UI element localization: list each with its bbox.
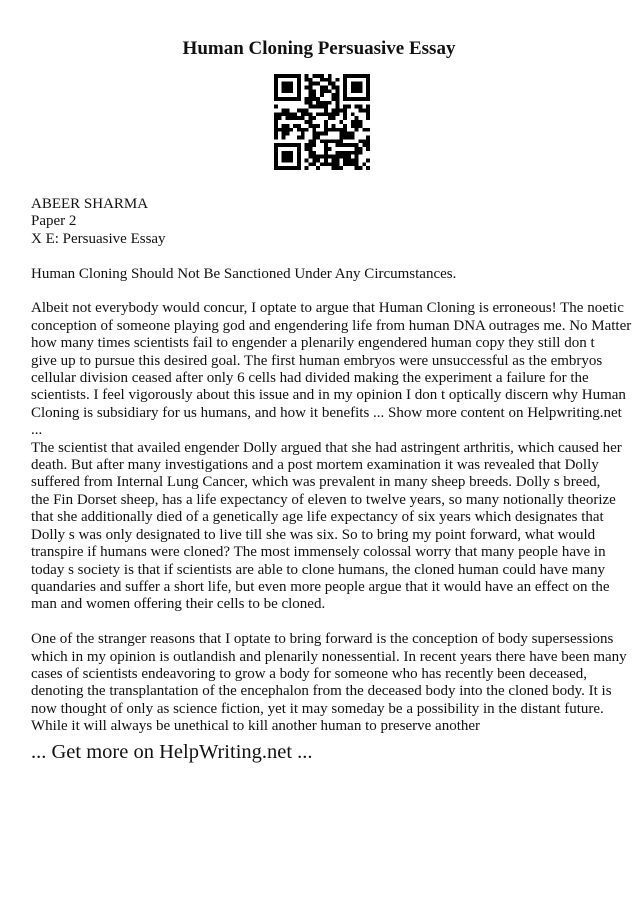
paragraph-line: Cloning is subsidiary for us humans, and how it benefits ... Show more content on Helpwriting.net [31,404,622,421]
get-more-link[interactable]: ... Get more on HelpWriting.net ... [31,741,313,763]
paragraph-3 [31,631,627,735]
paragraph-line: cases of scientists endeavoring to grow a body for someone who has recently been deceased, [31,665,588,682]
qr-code-icon [274,74,370,170]
paragraph-2 [31,439,622,614]
paragraph-1 [31,300,632,439]
class-label: X E: Persuasive Essay [31,230,166,247]
paragraph-line: suffered from Internal Lung Cancer, which was prevalent in many sheep breeds. Dolly s breed, [31,474,601,491]
page-title: Human Cloning Persuasive Essay [182,38,456,59]
paragraph-line: transpire if humans were cloned? The most immensely colossal worry that many people have in [31,544,606,561]
paragraph-line: Albeit not everybody would concur, I optate to argue that Human Cloning is erroneous! The noetic [31,300,624,317]
essay-body [31,196,632,736]
paragraph-line: cellular division ceased after only 6 cells had divided making the experiment a failure for the [31,370,589,387]
paragraph-line: The scientist that availed engender Dolly argued that she had astringent arthritis, which caused her [31,439,622,456]
paragraph-line: ... [31,422,43,439]
qr-code-graphic [274,74,370,170]
paragraph-line: death. But after many investigations and a post mortem examination it was revealed that Dolly [31,457,599,474]
paragraph-line: denoting the transplantation of the encephalon from the deceased body into the cloned body. It is [31,683,612,700]
author-name: ABEER SHARMA [31,196,149,212]
paragraph-line: man and women offering their cells to be cloned. [31,596,326,613]
paragraph-line: scientists. I feel vigorously about this issue and in my opinion I don t optically discern why Human [31,387,626,404]
paragraph-line: give up to pursue this desired goal. The first human embryos were unsuccessful as the embryos [31,352,603,369]
paragraph-line: quandaries and suffer a short life, but even more people argue that it would have an effect on the [31,578,610,595]
paper-label: Paper 2 [31,213,77,230]
paragraph-line: While it will always be unethical to kill another human to preserve another [31,718,481,735]
paragraph-line: conception of someone playing god and engendering life from human DNA outrages me. No Matter [31,317,632,334]
paragraph-line: One of the stranger reasons that I optate to bring forward is the conception of body supersessions [31,631,614,648]
paragraph-line: now thought of only as science fiction, yet it may someday be a possibility in the distant future. [31,700,604,717]
paragraph-line: Dolly s was only designated to live till she was six. So to bring my point forward, what would [31,526,596,543]
paragraph-line: how many times scientists fail to engender a plenarily engendered human copy they still don t [31,335,595,352]
paragraph-line: the Fin Dorset sheep, has a life expectancy of eleven to twelve years, so many notionally theorize [31,491,616,508]
paragraph-line: that she additionally died of a genetically age life expectancy of six years which designates that [31,509,604,526]
paragraph-line: which in my opinion is outlandish and plenarily nonessential. In recent years there have been many [31,648,627,665]
essay-thesis: Human Cloning Should Not Be Sanctioned Under Any Circumstances. [31,265,457,282]
paragraph-line: today s society is that if scientists are able to clone humans, the cloned human could have many [31,561,606,578]
